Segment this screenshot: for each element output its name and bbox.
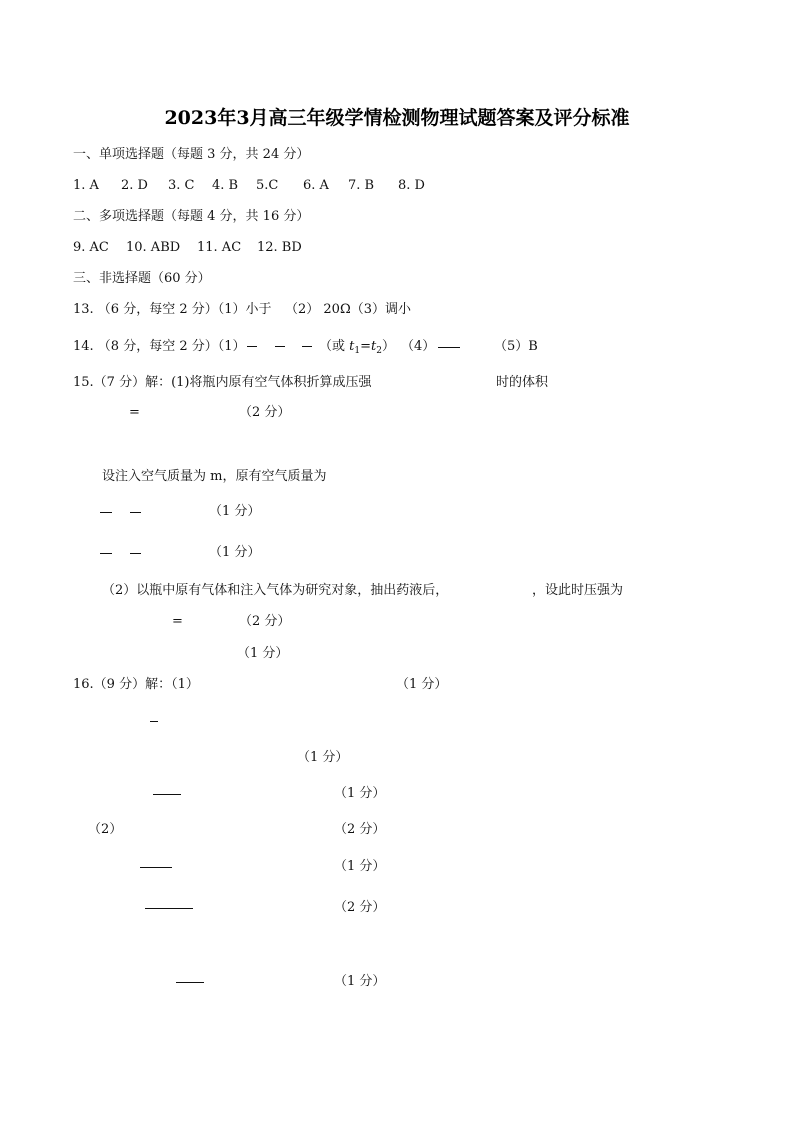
answer-item: 5.C [256, 178, 279, 193]
q16-score: （1 分） [297, 750, 349, 765]
q15-score: （2 分） [239, 614, 291, 629]
answer-item: 3. C [168, 178, 195, 193]
page-title: 2023年3月高三年级学情检测物理试题答案及评分标准 [164, 107, 630, 129]
fraction-bar [438, 347, 460, 348]
section3-heading: 三、非选择题（60 分） [73, 271, 211, 286]
q14-t1-sub: 1 [354, 346, 361, 356]
q15-score: （1 分） [237, 646, 289, 661]
section1-heading: 一、单项选择题（每题 3 分，共 24 分） [73, 147, 310, 162]
answer-item: 2. D [121, 178, 148, 193]
fraction-bar [140, 867, 172, 868]
answer-item: 6. A [303, 178, 329, 193]
fraction-bar [130, 512, 141, 513]
q15-equals: = [172, 614, 183, 629]
q14-alt-close: ） [381, 339, 395, 354]
q14-eq: = [360, 339, 372, 354]
q14-t2: t [371, 339, 377, 354]
section2-heading: 二、多项选择题（每题 4 分，共 16 分） [73, 209, 310, 224]
q16-score: （2 分） [334, 900, 386, 915]
q16-score: （2 分） [334, 822, 386, 837]
q14-alternative [319, 339, 395, 359]
fraction-bar [302, 346, 312, 347]
q15-line3: （2）以瓶中原有气体和注入气体为研究对象，抽出药液后， [102, 583, 449, 598]
fraction-bar [275, 346, 285, 347]
q16-score: （1 分） [334, 974, 386, 989]
q15-intro: 15.（7 分）解：(1)将瓶内原有空气体积折算成压强 [73, 375, 372, 390]
q15-line3-tail: ，设此时压强为 [532, 583, 624, 598]
q15-score: （2 分） [239, 405, 291, 420]
q15-score: （1 分） [209, 504, 261, 519]
q16-score: （1 分） [334, 859, 386, 874]
q14-prefix: 14. （8 分，每空 2 分）（1） [73, 339, 246, 354]
fraction-bar [247, 346, 257, 347]
fraction-bar [145, 908, 193, 909]
answer-item: 10. ABD [126, 240, 181, 255]
answer-item: 7. B [348, 178, 375, 193]
fraction-bar [150, 721, 158, 722]
answer-item: 4. B [212, 178, 239, 193]
answer-item: 11. AC [197, 240, 242, 255]
fraction-bar [100, 553, 112, 554]
q15-intro-tail: 时的体积 [496, 375, 549, 390]
q14-part5: （5）B [494, 339, 538, 354]
q15-equals: = [129, 405, 140, 420]
q14-part4: （4） [401, 339, 436, 354]
q15-line2: 设注入空气质量为 m，原有空气质量为 [102, 469, 327, 484]
fraction-bar [100, 512, 112, 513]
answer-item: 8. D [398, 178, 425, 193]
q13-prefix: 13. （6 分，每空 2 分）（1）小于 [73, 302, 272, 317]
fraction-bar [153, 794, 181, 795]
q14-t2-sub: 2 [376, 346, 382, 356]
answer-item: 1. A [73, 178, 99, 193]
q14-t1: t [349, 339, 355, 354]
fraction-bar [176, 982, 204, 983]
answer-item: 12. BD [257, 240, 302, 255]
q15-score: （1 分） [209, 545, 261, 560]
q16-score: （1 分） [334, 786, 386, 801]
answer-item: 9. AC [73, 240, 109, 255]
fraction-bar [130, 553, 141, 554]
q14-alt-open: （或 [319, 339, 350, 354]
q16-score: （1 分） [396, 677, 448, 692]
q16-intro: 16.（9 分）解：（1） [73, 677, 199, 692]
q16-part2: （2） [88, 822, 123, 837]
q13-part2: （2） 20Ω（3）调小 [285, 302, 411, 317]
